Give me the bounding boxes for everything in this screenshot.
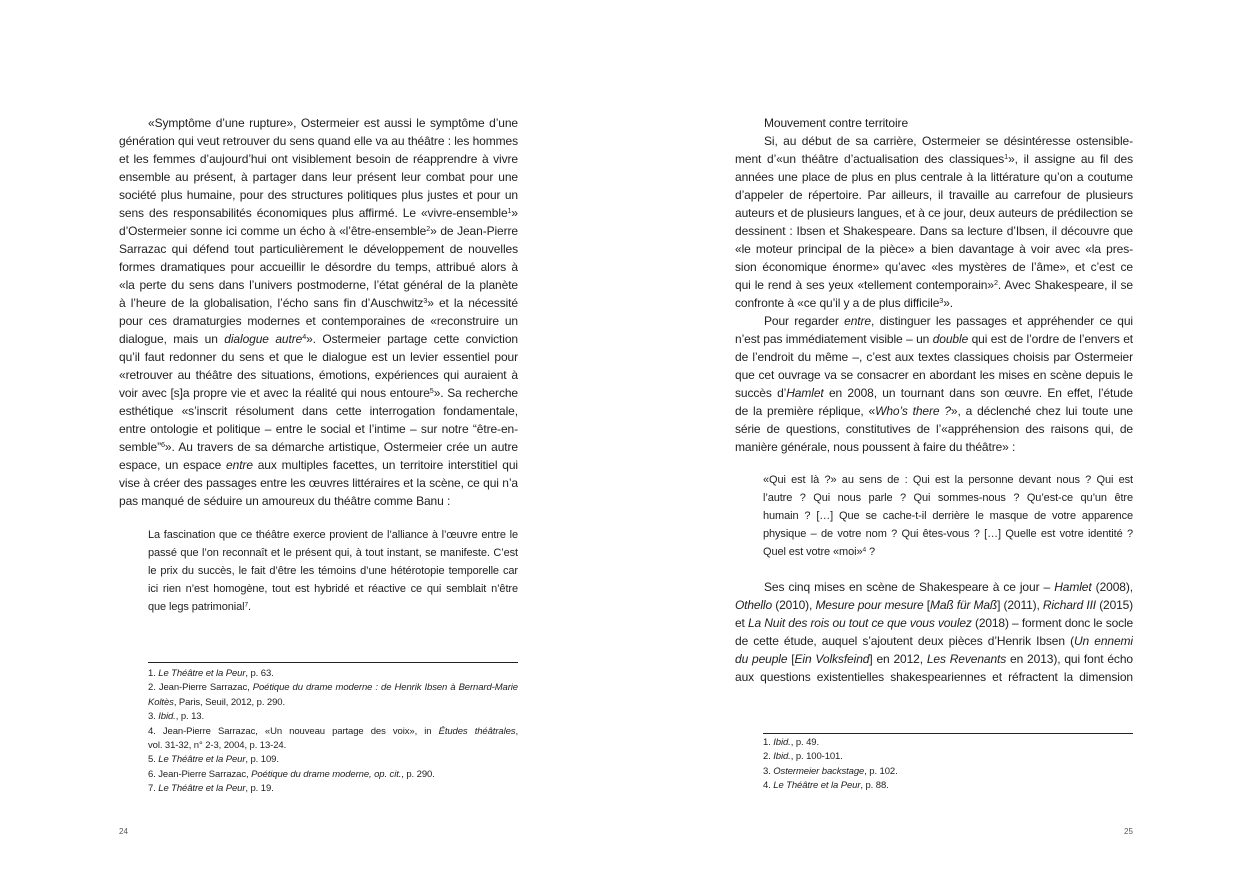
text-line — [148, 725, 518, 739]
text-segment: pour ces dramaturgies modernes et contemporaines de «reconstruire un — [119, 314, 518, 328]
text-segment: auteurs et de plusieurs langues, et à ce jour, deux auteurs de prédilection se — [735, 206, 1133, 220]
text-segment: 5. — [148, 754, 159, 766]
text-segment: [ — [923, 598, 930, 612]
text-segment: que cet ouvrage va se consacrer en abordant les mises en scène depuis le — [735, 368, 1133, 382]
text-line — [119, 420, 518, 438]
text-line — [735, 276, 1133, 294]
text-segment: société plus humaine, pour des structures politiques plus justes et pour un — [119, 188, 518, 202]
italic-text: Hamlet — [1054, 580, 1092, 594]
text-line — [119, 186, 518, 204]
italic-text: Le Théâtre et la Peur — [773, 780, 861, 792]
footnote-divider — [148, 662, 518, 663]
text-line — [119, 276, 518, 294]
italic-text: double — [932, 332, 969, 346]
text-segment: . — [248, 601, 251, 613]
text-line — [735, 330, 1133, 348]
text-line — [148, 753, 518, 767]
text-line — [763, 750, 1133, 764]
text-segment: (2008), — [1091, 580, 1133, 594]
text-line — [735, 596, 1133, 614]
text-line — [119, 294, 518, 312]
text-line — [148, 710, 518, 724]
text-segment: , p. 49. — [790, 737, 819, 748]
text-line — [148, 526, 518, 544]
text-segment: vol. 31-32, n° 2-3, 2004, p. 13-24. — [148, 739, 287, 751]
right-block-quote — [763, 471, 1133, 561]
text-segment: 2. — [763, 751, 774, 763]
text-segment: Mouvement contre territoire — [764, 116, 909, 130]
text-segment: ». Sa recherche — [433, 386, 518, 400]
text-segment: semble” — [119, 440, 161, 454]
text-line — [763, 543, 1133, 561]
text-segment: », il assigne au fil des — [1008, 152, 1133, 166]
footnote-reference: 3 — [939, 296, 944, 306]
text-line — [735, 204, 1133, 222]
italic-text: Les Revenants — [926, 652, 1007, 666]
text-segment: , Paris, Seuil, 2012, p. 290. — [173, 696, 285, 708]
italic-text: Ibid. — [773, 737, 791, 748]
italic-text: Maß für Maß — [929, 598, 998, 612]
italic-text: Richard III — [1042, 598, 1096, 612]
text-segment: génération qui veut retrouver du sens quand elle va au théâtre : les hommes — [119, 134, 518, 148]
text-segment: de cette étude, auquel s’ajoutent deux pièces d’Henrik Ibsen ( — [735, 634, 1074, 648]
text-line — [148, 598, 518, 616]
text-line — [119, 312, 518, 330]
italic-text: Un ennemi — [1073, 634, 1133, 648]
text-segment: , p. 290. — [401, 768, 435, 780]
italic-text: entre — [226, 458, 253, 472]
text-line — [763, 779, 1133, 793]
right-footnotes — [763, 736, 1133, 794]
text-line — [119, 438, 518, 456]
italic-text: entre — [844, 314, 871, 328]
right-body-text — [735, 114, 1133, 456]
text-line — [763, 489, 1133, 507]
text-line — [119, 330, 518, 348]
text-segment: physique – de votre nom ? Qui êtes-vous ? […] Quelle est votre identité ? — [763, 528, 1133, 540]
text-line — [735, 438, 1133, 456]
text-segment: qu’il faut redonner du sens et que le dialogue est un levier essentiel pour — [119, 350, 518, 364]
text-segment: 3. — [763, 765, 774, 777]
text-segment: n’est pas immédiatement visible – un — [735, 332, 933, 346]
text-line — [735, 240, 1133, 258]
text-line — [148, 739, 518, 753]
text-line — [148, 768, 518, 782]
text-line — [735, 632, 1133, 650]
text-line — [148, 562, 518, 580]
text-line — [735, 384, 1133, 402]
text-segment: La fascination que ce théâtre exerce provient de l’alliance à l’œuvre entre le — [148, 529, 518, 541]
text-segment: 7. — [148, 783, 159, 795]
text-line — [119, 150, 518, 168]
text-segment: . Avec Shakespeare, il se — [997, 278, 1133, 292]
text-line — [735, 258, 1133, 276]
text-line — [735, 650, 1133, 668]
text-segment: dialogue, mais un — [119, 332, 225, 346]
text-segment: ] en 2012, — [869, 652, 927, 666]
text-line — [735, 348, 1133, 366]
text-segment: », a déclenché chez lui toute une — [950, 404, 1133, 418]
text-segment: ». Ostermeier partage cette conviction — [306, 332, 518, 346]
text-line — [119, 240, 518, 258]
text-segment: ? — [866, 546, 876, 558]
text-line — [735, 312, 1133, 330]
page-number: 24 — [119, 827, 128, 836]
text-segment: [ — [787, 652, 795, 666]
text-line — [119, 114, 518, 132]
text-line — [119, 348, 518, 366]
italic-text: Othello — [735, 598, 772, 612]
text-segment: , p. 102. — [864, 765, 898, 777]
left-body-text — [119, 114, 518, 510]
text-segment: » de Jean-Pierre — [430, 224, 518, 238]
footnote-reference: 6 — [160, 440, 165, 450]
text-segment: «Qui est là ?» au sens de : Qui est la personne devant nous ? Qui est — [763, 474, 1133, 486]
text-segment: succès d’ — [735, 386, 787, 400]
text-line — [119, 402, 518, 420]
italic-text: Ein Volksfeind — [794, 652, 870, 666]
text-line — [119, 492, 518, 510]
text-segment: aux questions existentielles shakespeariennes et réfractent la dimension — [735, 670, 1133, 684]
text-line — [148, 667, 518, 681]
text-line — [735, 366, 1133, 384]
text-segment: , p. 13. — [175, 711, 204, 723]
left-footnotes — [148, 667, 518, 797]
text-line — [735, 222, 1133, 240]
text-segment: formes dramatiques pour accueillir le désordre du temps, attribué alors à — [119, 260, 518, 274]
text-segment: en 2008, un tournant dans son œuvre. En effet, l’étude — [823, 386, 1133, 400]
text-segment: aux multiples facettes, un territoire interstitiel qui — [252, 458, 518, 472]
footnote-reference: 1 — [1004, 152, 1009, 162]
text-segment: Quel est votre «moi» — [763, 546, 863, 558]
text-line — [735, 668, 1133, 686]
text-segment: ment d’«un théâtre d’actualisation des classiques — [735, 152, 1005, 166]
text-line — [148, 696, 518, 710]
text-line — [735, 150, 1133, 168]
left-block-quote — [148, 526, 518, 616]
text-segment: d’appeler de répertoire. Par ailleurs, il travaille au carrefour de plusieurs — [735, 188, 1133, 202]
text-segment: à l’heure de la globalisation, l’écho sans fin d’Auschwitz — [119, 296, 424, 310]
italic-text: Who’s there ? — [875, 404, 951, 418]
italic-text: Ibid. — [158, 711, 176, 723]
text-segment: en 2013), qui font écho — [1006, 652, 1133, 666]
text-segment: 6. Jean-Pierre Sarrazac, — [148, 768, 252, 780]
text-segment: passé que l’on reconnaît et le présent qui, à tout instant, se manifeste. C’est — [148, 547, 518, 559]
italic-text: Études théâtrales — [438, 725, 516, 737]
footnote-reference: 3 — [423, 296, 428, 306]
text-segment: pas manqué de séduire un amoureux du théâtre comme Banu : — [119, 494, 451, 508]
text-segment: voir avec [s]a propre vie et avec la réalité qui nous entoure — [119, 386, 430, 400]
text-segment: qui le rend à ses yeux «tellement contemporain» — [735, 278, 994, 292]
text-line — [148, 782, 518, 796]
text-line — [735, 114, 1133, 132]
italic-text: du peuple — [735, 652, 788, 666]
text-line — [119, 204, 518, 222]
text-segment: Pour regarder — [764, 314, 845, 328]
text-segment: «Symptôme d’une rupture», Ostermeier est aussi le symptôme d’une — [148, 116, 518, 130]
text-line — [735, 614, 1133, 632]
text-line — [735, 132, 1133, 150]
text-segment: Sarrazac qui défend tout particulièrement le développement de nouvelles — [119, 242, 518, 256]
text-line — [763, 765, 1133, 779]
footnote-reference: 4 — [302, 332, 307, 342]
page-number: 25 — [1124, 827, 1133, 836]
text-segment: (2010), — [771, 598, 816, 612]
text-segment: «retrouver au théâtre des situations, émotions, expériences qui auraient à — [119, 368, 518, 382]
text-segment: esthétique «s’inscrit résolument dans cette interrogation fondamentale, — [119, 404, 518, 418]
text-segment: années une place de plus en plus centrale à la littérature qu’on a coutume — [735, 170, 1133, 184]
text-segment: série de questions, constitutives de l’«appréhension des raisons qui, de — [735, 422, 1133, 436]
text-segment: ». Au travers de sa démarche artistique, Ostermeier crée un autre — [164, 440, 518, 454]
text-segment: le prix du succès, le fait d’être les témoins d’une hétérotopie temporelle car — [148, 565, 518, 577]
italic-text: Ibid. — [773, 751, 791, 763]
text-line — [735, 168, 1133, 186]
italic-text: Koltès — [148, 696, 174, 708]
text-segment: , — [515, 725, 518, 737]
text-line — [735, 402, 1133, 420]
text-line — [119, 456, 518, 474]
text-line — [119, 258, 518, 276]
footnote-reference: 1 — [507, 206, 512, 216]
text-segment: et — [735, 616, 748, 630]
text-segment: sens des responsabilités économiques plus affirmé. Le «vivre-ensemble — [119, 206, 508, 220]
footnote-reference: 2 — [993, 278, 998, 288]
text-segment: 4. Jean-Pierre Sarrazac, «Un nouveau partage des voix», in — [148, 725, 439, 737]
italic-text: Ostermeier backstage — [773, 765, 865, 777]
text-line — [763, 525, 1133, 543]
text-line — [735, 578, 1133, 596]
italic-text: Poétique du drame moderne, op. cit. — [251, 768, 402, 780]
text-segment: ensemble au présent, à partager dans leur présent leur combat pour une — [119, 170, 518, 184]
text-segment: » — [511, 206, 518, 220]
text-segment: humain ? […] Que se cache-t-il derrière le masque de votre apparence — [763, 510, 1133, 522]
text-segment: et les femmes d’aujourd’hui ont visiblement besoin de réapprendre à vivre — [119, 152, 518, 166]
text-segment: confronte à «ce qu’il y a de plus difficile — [735, 296, 940, 310]
text-line — [148, 580, 518, 598]
text-segment: que legs patrimonial — [148, 601, 245, 613]
text-segment: ». — [943, 296, 953, 310]
text-line — [763, 471, 1133, 489]
italic-text: Le Théâtre et la Peur — [158, 754, 246, 766]
text-line — [735, 186, 1133, 204]
footnote-reference: 4 — [862, 546, 867, 554]
text-line — [735, 420, 1133, 438]
footnote-reference: 5 — [429, 386, 434, 396]
italic-text: Le Théâtre et la Peur — [158, 668, 246, 679]
text-line — [119, 168, 518, 186]
text-segment: 1. — [763, 737, 774, 748]
italic-text: Mesure pour mesure — [815, 598, 924, 612]
text-segment: entre ontologie et politique – entre le social et l’intime – sur notre “être-en- — [119, 422, 518, 436]
text-line — [119, 366, 518, 384]
footnote-reference: 2 — [426, 224, 431, 234]
italic-text: Poétique du drame moderne : de Henrik Ibsen à Bernard-Marie — [252, 682, 518, 694]
text-segment: (2018) – forment donc le socle — [971, 616, 1133, 630]
text-segment: sion économique énorme» qu’avec «les mystères de l’âme», et c’est ce — [735, 260, 1133, 274]
text-segment: 1. — [148, 668, 159, 679]
text-segment: ici rien n’est homogène, tout est hybridé et réactive ce qui semblait n’être — [148, 583, 518, 595]
text-line — [119, 474, 518, 492]
text-segment: «la perte du sens dans l’univers postmoderne, l’état général de la planète — [119, 278, 518, 292]
text-segment: de l’endroit du même –, c’est aux textes classiques choisis par Ostermeier — [735, 350, 1133, 364]
text-segment: Si, au début de sa carrière, Ostermeier se désintéresse ostensible- — [764, 134, 1133, 148]
text-line — [763, 736, 1133, 750]
text-line — [119, 222, 518, 240]
text-segment: dessinent : Ibsen et Shakespeare. Dans sa lecture d’Ibsen, il découvre que — [735, 224, 1133, 238]
text-segment: l’autre ? Qui nous parle ? Qui sommes-nous ? Qu’est-ce qu’un être — [763, 492, 1133, 504]
text-segment: , p. 19. — [245, 783, 274, 795]
text-line — [119, 132, 518, 150]
text-segment: vise à créer des passages entre les œuvres littéraires et la scène, ce qui n’a — [119, 476, 518, 490]
text-segment: , p. 109. — [245, 754, 279, 766]
italic-text: dialogue autre — [224, 332, 303, 346]
text-segment: 2. Jean-Pierre Sarrazac, — [148, 682, 253, 694]
text-line — [148, 544, 518, 562]
text-line — [119, 384, 518, 402]
text-line — [763, 507, 1133, 525]
text-line — [735, 294, 1133, 312]
text-segment: qui est de l’ordre de l’envers et — [968, 332, 1133, 346]
right-body-text-continued — [735, 578, 1133, 686]
text-segment: (2015) — [1095, 598, 1133, 612]
text-segment: , p. 63. — [245, 668, 274, 679]
text-segment: espace, un espace — [119, 458, 227, 472]
text-segment: , p. 100-101. — [790, 751, 843, 763]
text-segment: de la première réplique, « — [735, 404, 876, 418]
text-segment: , p. 88. — [860, 780, 889, 792]
italic-text: Le Théâtre et la Peur — [158, 783, 246, 795]
text-segment: Ses cinq mises en scène de Shakespeare à ce jour – — [764, 580, 1055, 594]
text-segment: «le moteur principal de la pièce» a bien davantage à voir avec «la pres- — [735, 242, 1133, 256]
footnote-divider — [763, 733, 1133, 734]
text-segment: manière générale, nous poussent à faire du théâtre» : — [735, 440, 1016, 454]
italic-text: La Nuit des rois ou tout ce que vous voulez — [747, 616, 972, 630]
text-segment: 4. — [763, 780, 774, 792]
text-segment: , distinguer les passages et appréhender ce qui — [871, 314, 1133, 328]
text-segment: ] (2011), — [997, 598, 1043, 612]
text-segment: d’Ostermeier sonne ici comme un écho à «l’être-ensemble — [119, 224, 427, 238]
text-segment: 3. — [148, 711, 159, 723]
text-line — [148, 681, 518, 695]
italic-text: Hamlet — [786, 386, 824, 400]
footnote-reference: 7 — [244, 601, 249, 609]
text-segment: » et la nécessité — [427, 296, 518, 310]
